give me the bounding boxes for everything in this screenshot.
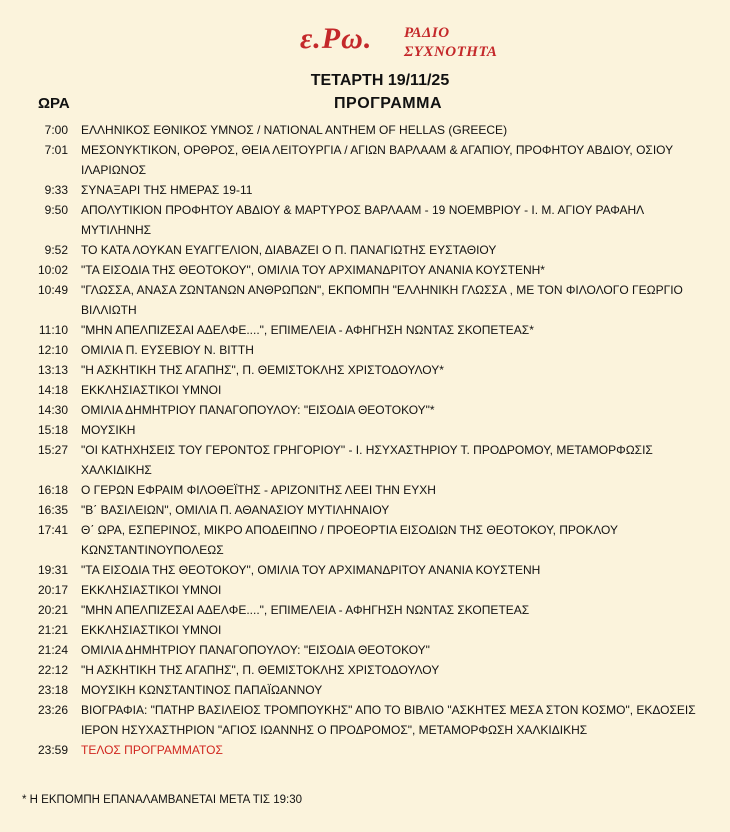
schedule-row <box>0 560 730 580</box>
schedule-time: 14:30 <box>37 403 68 417</box>
schedule-text: "ΤΑ ΕΙΣΟΔΙΑ ΤΗΣ ΘΕΟΤΟΚΟΥ", ΟΜΙΛΙΑ ΤΟΥ ΑΡΧΙΜΑΝΔΡΙΤΟΥ ΑΝΑΝΙΑ ΚΟΥΣΤΕΝΗ* <box>81 263 545 277</box>
schedule-row <box>0 260 730 280</box>
footnote: * Η ΕΚΠΟΜΠΗ ΕΠΑΝΑΛΑΜΒΑΝΕΤΑΙ ΜΕΤΑ ΤΙΣ 19:30 <box>22 794 302 806</box>
schedule-row <box>0 400 730 420</box>
schedule-text: Ο ΓΕΡΩΝ ΕΦΡΑΙΜ ΦΙΛΟΘΕΪΤΗΣ - ΑΡΙΖΟΝΙΤΗΣ ΛΕΕΙ ΤΗΝ ΕΥΧΗ <box>81 483 436 497</box>
program-date: ΤΕΤΑΡΤΗ 19/11/25 <box>310 72 450 89</box>
schedule-row <box>0 420 730 440</box>
schedule-time: 12:10 <box>37 343 68 357</box>
schedule-time: 16:35 <box>37 503 68 517</box>
schedule-text: "Η ΑΣΚΗΤΙΚΗ ΤΗΣ ΑΓΑΠΗΣ", Π. ΘΕΜΙΣΤΟΚΛΗΣ ΧΡΙΣΤΟΔΟΥΛΟΥ* <box>81 363 444 377</box>
schedule-row <box>0 440 730 480</box>
schedule-time: 7:01 <box>44 143 68 157</box>
schedule-row <box>0 320 730 340</box>
schedule-time: 20:21 <box>37 603 68 617</box>
schedule-row <box>0 340 730 360</box>
schedule-row <box>0 360 730 380</box>
schedule-time: 15:18 <box>37 423 68 437</box>
hour-column-header: ΩΡΑ <box>38 95 70 112</box>
schedule-time: 10:02 <box>37 263 68 277</box>
schedule-text: "ΟΙ ΚΑΤΗΧΗΣΕΙΣ ΤΟΥ ΓΕΡΟΝΤΟΣ ΓΡΗΓΟΡΙΟΥ" - Ι. ΗΣΥΧΑΣΤΗΡΙΟΥ Τ. ΠΡΟΔΡΟΜΟΥ, ΜΕΤΑΜΟΡΦΩΣΙΣ ΧΑΛΚΙΔΙΚΗΣ <box>81 443 653 477</box>
schedule-row <box>0 520 730 560</box>
schedule-time: 9:52 <box>44 243 68 257</box>
schedule-text: ΤΕΛΟΣ ΠΡΟΓΡΑΜΜΑΤΟΣ <box>81 743 223 757</box>
schedule-text: ΣΥΝΑΞΑΡΙ ΤΗΣ ΗΜΕΡΑΣ 19-11 <box>81 183 253 197</box>
page-title: ΠΡΟΓΡΑΜΜΑ <box>333 95 443 112</box>
schedule-text: ΒΙΟΓΡΑΦΙΑ: "ΠΑΤΗΡ ΒΑΣΙΛΕΙΟΣ ΤΡΟΜΠΟΥΚΗΣ" ΑΠΟ ΤΟ ΒΙΒΛΙΟ "ΑΣΚΗΤΕΣ ΜΕΣΑ ΣΤΟΝ ΚΟΣΜΟ", ΕΚΔΟΣΕΙΣ ΙΕΡΟΝ ΗΣΥΧΑΣΤΗΡΙΟΝ "ΑΓΙΟΣ ΙΩΑΝΝΗΣ Ο ΠΡΟΔΡΟΜΟΣ", ΜΕΤΑΜΟΡΦΩΣΗ ΧΑΛΚΙΔΙΚΗΣ <box>81 703 696 737</box>
schedule-row <box>0 180 730 200</box>
schedule-time: 7:00 <box>44 123 68 137</box>
schedule-time: 17:41 <box>37 523 68 537</box>
schedule-text: "ΜΗΝ ΑΠΕΛΠΙΖΕΣΑΙ ΑΔΕΛΦΕ....", ΕΠΙΜΕΛΕΙΑ - ΑΦΗΓΗΣΗ ΝΩΝΤΑΣ ΣΚΟΠΕΤΕΑΣ <box>81 603 530 617</box>
header <box>0 0 730 120</box>
radio-line-1: ΡΑΔΙΟ <box>404 25 450 41</box>
schedule-time: 22:12 <box>37 663 68 677</box>
schedule-time: 19:31 <box>37 563 68 577</box>
schedule-text: ΜΟΥΣΙΚΗ ΚΩΝΣΤΑΝΤΙΝΟΣ ΠΑΠΑΪΩΑΝΝΟΥ <box>81 683 323 697</box>
schedule-time: 23:18 <box>37 683 68 697</box>
schedule-row <box>0 120 730 140</box>
schedule-list <box>0 120 730 760</box>
schedule-text: "Β΄ ΒΑΣΙΛΕΙΩΝ", ΟΜΙΛΙΑ Π. ΑΘΑΝΑΣΙΟΥ ΜΥΤΙΛΗΝΑΙΟΥ <box>81 503 390 517</box>
schedule-row <box>0 280 730 320</box>
schedule-row <box>0 600 730 620</box>
schedule-text: ΟΜΙΛΙΑ ΔΗΜΗΤΡΙΟΥ ΠΑΝΑΓΟΠΟΥΛΟΥ: "ΕΙΣΟΔΙΑ ΘΕΟΤΟΚΟΥ"* <box>81 403 435 417</box>
schedule-row <box>0 580 730 600</box>
schedule-time: 15:27 <box>37 443 68 457</box>
schedule-text: ΤΟ ΚΑΤΑ ΛΟΥΚΑΝ ΕΥΑΓΓΕΛΙΟΝ, ΔΙΑΒΑΖΕΙ Ο Π. ΠΑΝΑΓΙΩΤΗΣ ΕΥΣΤΑΘΙΟΥ <box>81 243 497 257</box>
schedule-text: ΕΚΚΛΗΣΙΑΣΤΙΚΟΙ ΥΜΝΟΙ <box>81 583 222 597</box>
schedule-text: "ΤΑ ΕΙΣΟΔΙΑ ΤΗΣ ΘΕΟΤΟΚΟΥ", ΟΜΙΛΙΑ ΤΟΥ ΑΡΧΙΜΑΝΔΡΙΤΟΥ ΑΝΑΝΙΑ ΚΟΥΣΤΕΝΗ <box>81 563 541 577</box>
schedule-time: 14:18 <box>37 383 68 397</box>
schedule-row <box>0 140 730 180</box>
schedule-row <box>0 620 730 640</box>
schedule-row <box>0 740 730 760</box>
schedule-row <box>0 480 730 500</box>
schedule-row <box>0 500 730 520</box>
schedule-text: ΕΛΛΗΝΙΚΟΣ ΕΘΝΙΚΟΣ ΥΜΝΟΣ / NATIONAL ANTHEM OF HELLAS (GREECE) <box>81 123 508 137</box>
schedule-text: ΜΕΣΟΝΥΚΤΙΚΟΝ, ΟΡΘΡΟΣ, ΘΕΙΑ ΛΕΙΤΟΥΡΓΙΑ / ΑΓΙΩΝ ΒΑΡΛΑΑΜ & ΑΓΑΠΙΟΥ, ΠΡΟΦΗΤΟΥ ΑΒΔΙΟΥ, ΟΣΙΟΥ ΙΛΑΡΙΩΝΟΣ <box>81 143 673 177</box>
schedule-time: 20:17 <box>37 583 68 597</box>
schedule-time: 21:24 <box>37 643 68 657</box>
schedule-text: ΟΜΙΛΙΑ Π. ΕΥΣΕΒΙΟΥ Ν. ΒΙΤΤΗ <box>81 343 254 357</box>
schedule-time: 10:49 <box>37 283 68 297</box>
schedule-row <box>0 240 730 260</box>
schedule-time: 16:18 <box>37 483 68 497</box>
schedule-text: ΕΚΚΛΗΣΙΑΣΤΙΚΟΙ ΥΜΝΟΙ <box>81 623 222 637</box>
schedule-time: 23:59 <box>37 743 68 757</box>
schedule-time: 23:26 <box>37 703 68 717</box>
schedule-text: "Η ΑΣΚΗΤΙΚΗ ΤΗΣ ΑΓΑΠΗΣ", Π. ΘΕΜΙΣΤΟΚΛΗΣ ΧΡΙΣΤΟΔΟΥΛΟΥ <box>81 663 440 677</box>
schedule-time: 21:21 <box>37 623 68 637</box>
schedule-time: 9:33 <box>44 183 68 197</box>
radio-label <box>404 24 497 62</box>
schedule-text: ΑΠΟΛΥΤΙΚΙΟΝ ΠΡΟΦΗΤΟΥ ΑΒΔΙΟΥ & ΜΑΡΤΥΡΟΣ ΒΑΡΛΑΑΜ - 19 ΝΟΕΜΒΡΙΟΥ - Ι. Μ. ΑΓΙΟΥ ΡΑΦΑΗΛ ΜΥΤΙΛΗΝΗΣ <box>81 203 644 237</box>
station-logo: ε.Ρω. <box>300 22 373 55</box>
schedule-time: 11:10 <box>38 323 68 337</box>
schedule-text: "ΓΛΩΣΣΑ, ΑΝΑΣΑ ΖΩΝΤΑΝΩΝ ΑΝΘΡΩΠΩΝ", ΕΚΠΟΜΠΗ "ΕΛΛΗΝΙΚΗ ΓΛΩΣΣΑ , ΜΕ ΤΟΝ ΦΙΛΟΛΟΓΟ ΓΕΩΡΓΙΟ ΒΙΛΛΙΩΤΗ <box>81 283 683 317</box>
schedule-row <box>0 700 730 740</box>
schedule-row <box>0 640 730 660</box>
schedule-text: ΟΜΙΛΙΑ ΔΗΜΗΤΡΙΟΥ ΠΑΝΑΓΟΠΟΥΛΟΥ: "ΕΙΣΟΔΙΑ ΘΕΟΤΟΚΟΥ" <box>81 643 430 657</box>
schedule-time: 9:50 <box>44 203 68 217</box>
schedule-text: "ΜΗΝ ΑΠΕΛΠΙΖΕΣΑΙ ΑΔΕΛΦΕ....", ΕΠΙΜΕΛΕΙΑ - ΑΦΗΓΗΣΗ ΝΩΝΤΑΣ ΣΚΟΠΕΤΕΑΣ* <box>81 323 534 337</box>
schedule-row <box>0 200 730 240</box>
schedule-row <box>0 680 730 700</box>
schedule-text: Θ΄ ΩΡΑ, ΕΣΠΕΡΙΝΟΣ, ΜΙΚΡΟ ΑΠΟΔΕΙΠΝΟ / ΠΡΟΕΟΡΤΙΑ ΕΙΣΟΔΙΩΝ ΤΗΣ ΘΕΟΤΟΚΟΥ, ΠΡΟΚΛΟΥ ΚΩΝΣΤΑΝΤΙΝΟΥΠΟΛΕΩΣ <box>81 523 618 557</box>
radio-line-2: ΣΥΧΝΟΤΗΤΑ <box>404 44 498 60</box>
schedule-text: ΜΟΥΣΙΚΗ <box>81 423 136 437</box>
schedule-row <box>0 660 730 680</box>
schedule-time: 13:13 <box>37 363 68 377</box>
schedule-text: ΕΚΚΛΗΣΙΑΣΤΙΚΟΙ ΥΜΝΟΙ <box>81 383 222 397</box>
schedule-row <box>0 380 730 400</box>
